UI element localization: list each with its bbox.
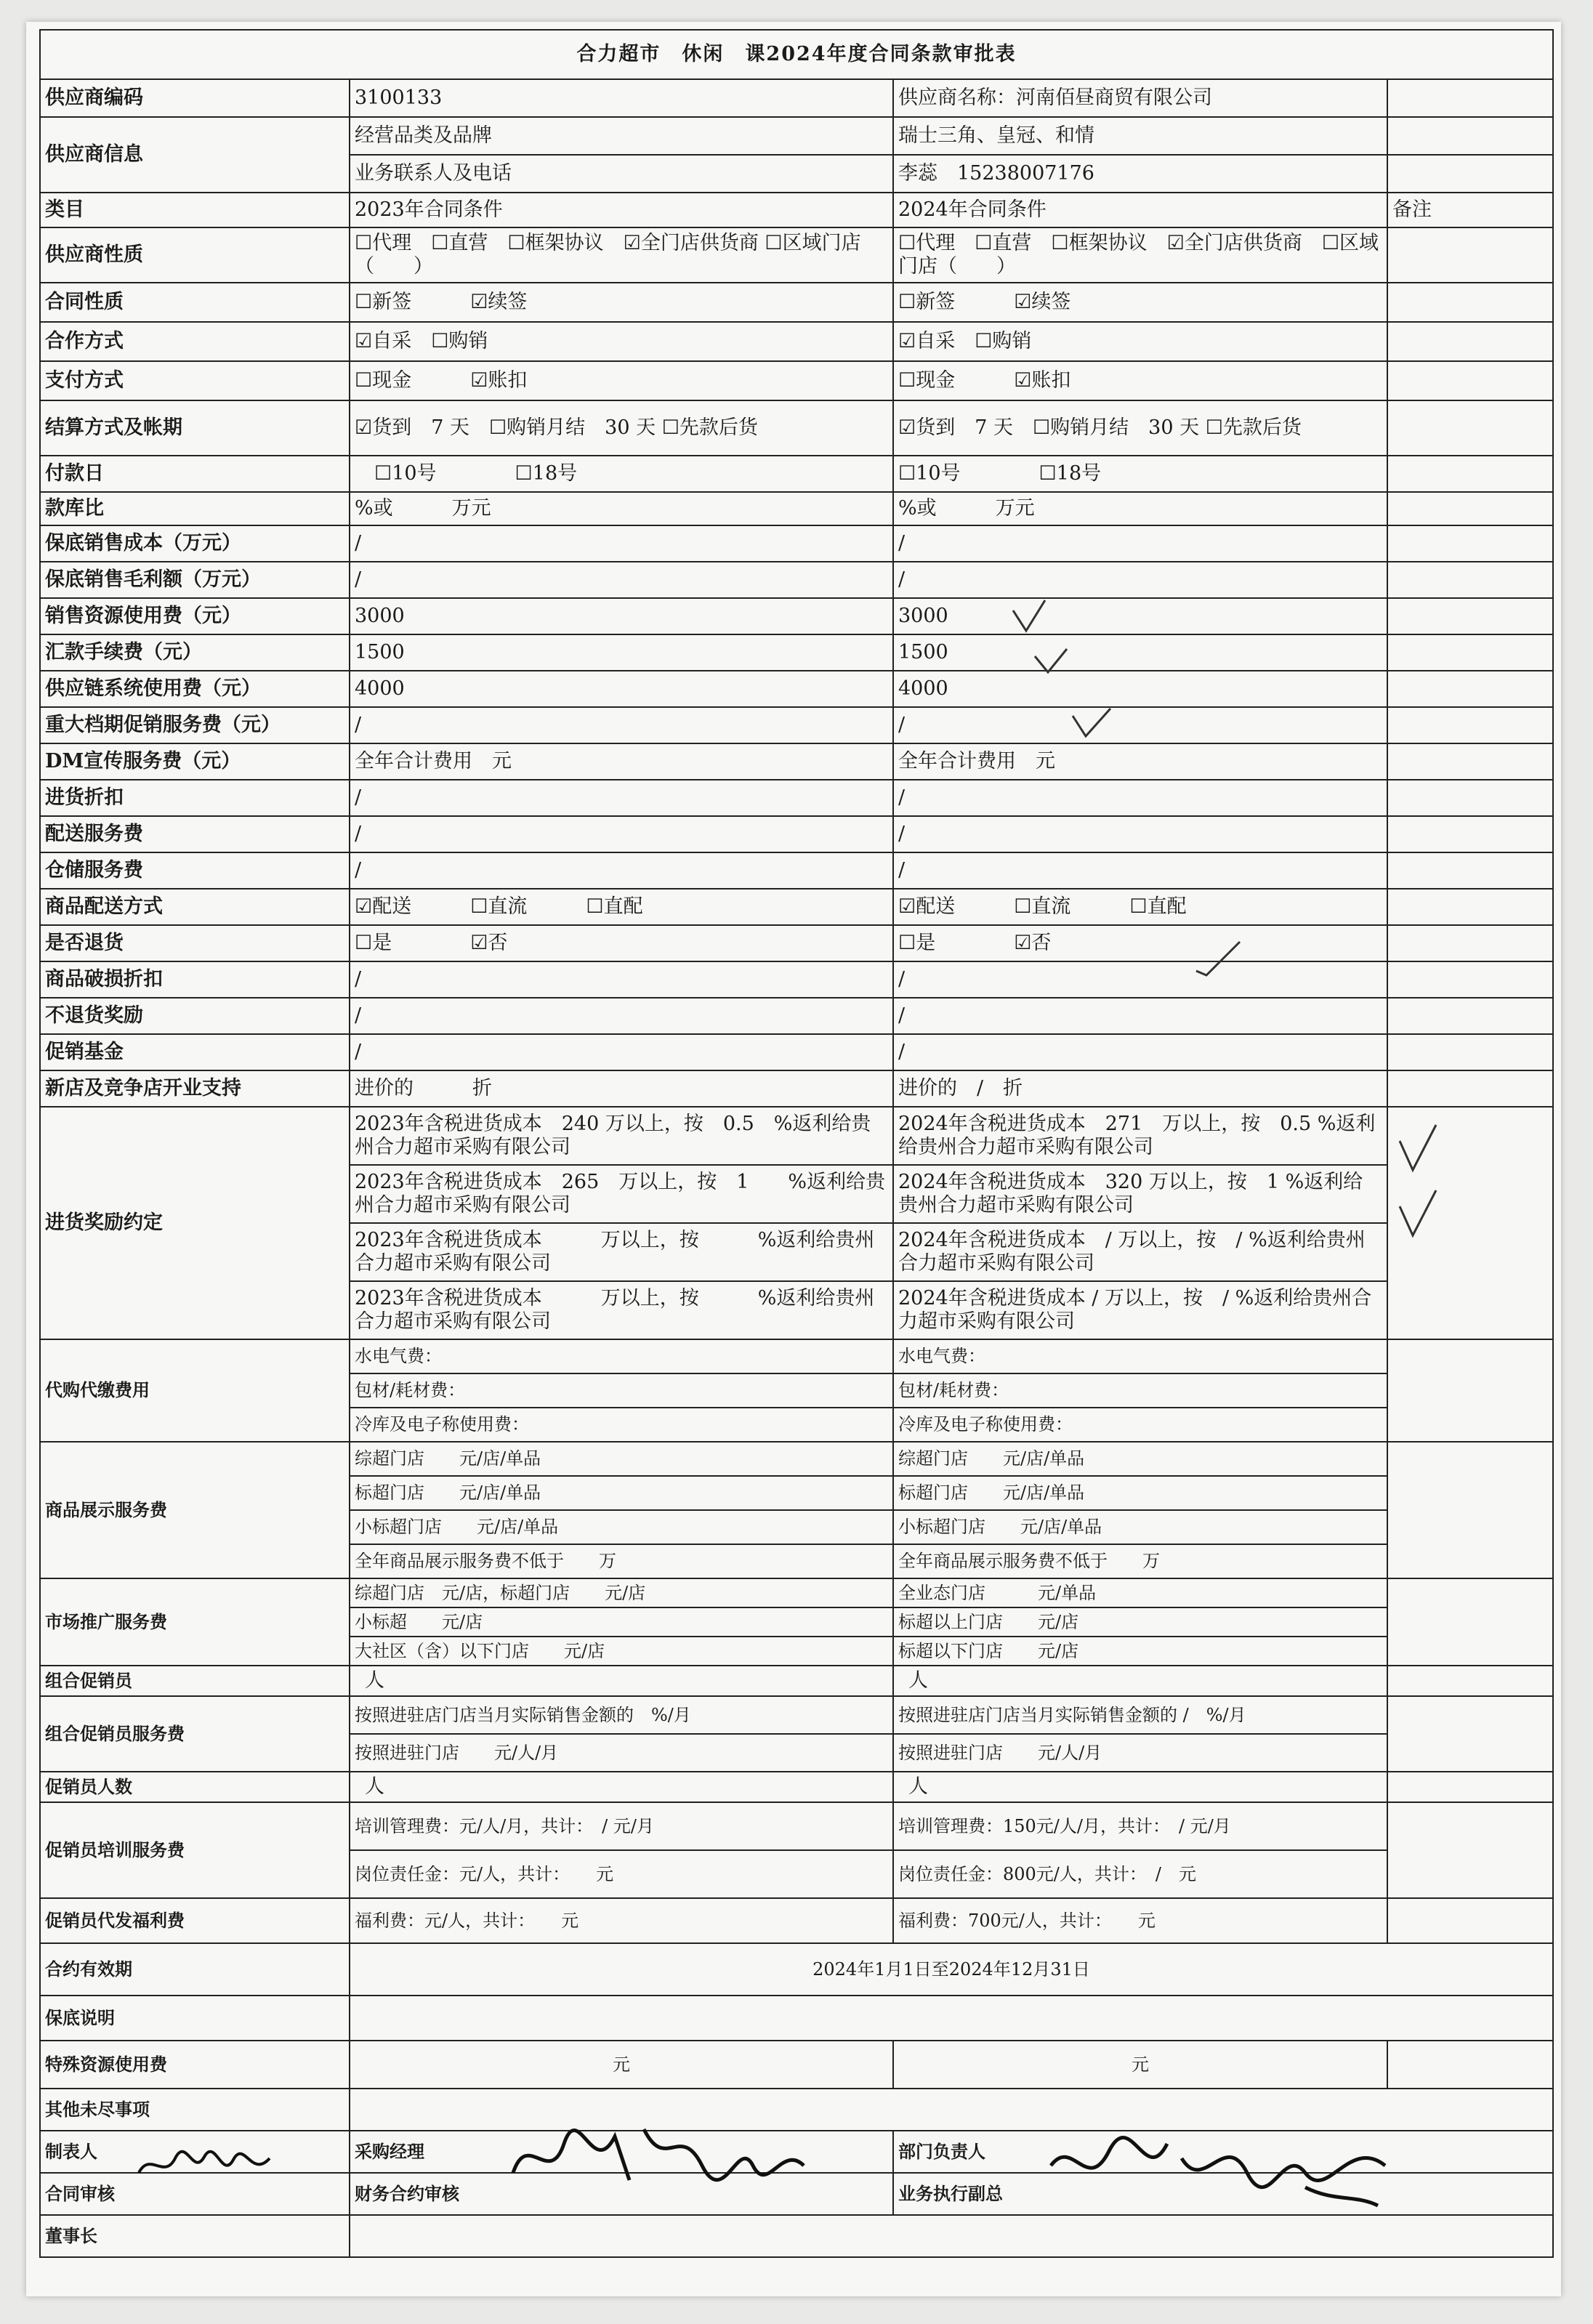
supplier-code-value: 3100133: [350, 79, 893, 117]
row-label: 新店及竞争店开业支持: [40, 1070, 350, 1107]
display-2023-line: 综超门店 元/店/单品: [350, 1442, 893, 1476]
market-2023-line: 大社区（含）以下门店 元/店: [350, 1637, 893, 1666]
exec-vp-label: 业务执行副总: [893, 2173, 1553, 2215]
remarks-cell: [1387, 1696, 1553, 1772]
proxy-2024-line: 冷库及电子称使用费：: [893, 1408, 1387, 1442]
promoter-count-2023: 人: [350, 1772, 893, 1802]
combo-fee-2024-line: 按照进驻门店 元/人/月: [893, 1734, 1387, 1772]
reward-2023-line: 2023年含税进货成本 240 万以上，按 0.5 %返利给贵州合力超市采购有限公司: [350, 1107, 893, 1165]
remarks-cell: [1387, 743, 1553, 780]
row-2024: 4000: [893, 671, 1387, 707]
welfare-2024: 福利费：700元/人，共计： 元: [893, 1898, 1387, 1943]
remarks-cell: [1387, 961, 1553, 998]
row-2023: 3000: [350, 598, 893, 634]
combo-promoter-2024: 人: [893, 1666, 1387, 1696]
reward-2023-line: 2023年含税进货成本 万以上，按 %返利给贵州合力超市采购有限公司: [350, 1223, 893, 1281]
market-2023-line: 综超门店 元/店，标超门店 元/店: [350, 1578, 893, 1607]
finance-review-label: 财务合约审核: [350, 2173, 893, 2215]
special-fee-2024: 元: [893, 2041, 1387, 2089]
row-2024: 进价的 / 折: [893, 1070, 1387, 1107]
reward-2024-line: 2024年含税进货成本 271 万以上，按 0.5 %返利给贵州合力超市采购有限公司: [893, 1107, 1387, 1165]
remarks-cell: [1387, 456, 1553, 492]
row-2024: /: [893, 961, 1387, 998]
row-2023: /: [350, 525, 893, 562]
row-label: 合同性质: [40, 283, 350, 322]
market-2023-line: 小标超 元/店: [350, 1607, 893, 1637]
row-2024: ☑配送 ☐直流 ☐直配: [893, 889, 1387, 925]
row-label: 仓储服务费: [40, 852, 350, 889]
row-label: 不退货奖励: [40, 998, 350, 1034]
combo-fee-2023-line: 按照进驻店门店当月实际销售金额的 %/月: [350, 1696, 893, 1734]
form-title: 合力超市 休闲 课2024年度合同条款审批表: [40, 30, 1553, 79]
remarks-cell: [1387, 361, 1553, 400]
remarks-cell: [1387, 852, 1553, 889]
row-label: 款库比: [40, 492, 350, 525]
other-label: 其他未尽事项: [40, 2089, 350, 2131]
training-2023-line: 培训管理费：元/人/月，共计： / 元/月: [350, 1802, 893, 1850]
row-2024: /: [893, 852, 1387, 889]
proxy-2023-line: 包材/耗材费：: [350, 1373, 893, 1408]
reward-2023-line: 2023年含税进货成本 265 万以上，按 1 %返利给贵州合力超市采购有限公司: [350, 1165, 893, 1223]
remarks-cell: [1387, 562, 1553, 598]
row-label: 配送服务费: [40, 816, 350, 852]
supplier-name-cell: 供应商名称：河南佰昼商贸有限公司: [893, 79, 1387, 117]
row-2023: ☐新签 ☑续签: [350, 283, 893, 322]
remarks-cell: [1387, 1666, 1553, 1696]
row-label: 促销基金: [40, 1034, 350, 1070]
remarks-cell: [1387, 598, 1553, 634]
guarantee-label: 保底说明: [40, 1996, 350, 2041]
year-2024-header: 2024年合同条件: [893, 193, 1387, 227]
category-brand-label: 经营品类及品牌: [350, 117, 893, 155]
remarks-cell: [1387, 998, 1553, 1034]
special-fee-label: 特殊资源使用费: [40, 2041, 350, 2089]
special-fee-2023: 元: [350, 2041, 893, 2089]
row-label: 保底销售成本（万元）: [40, 525, 350, 562]
remarks-cell: [1387, 1442, 1553, 1578]
remarks-cell: [1387, 889, 1553, 925]
row-2023: ☐现金 ☑账扣: [350, 361, 893, 400]
row-2024: 3000: [893, 598, 1387, 634]
promoter-welfare-label: 促销员代发福利费: [40, 1898, 350, 1943]
row-2024: 1500: [893, 634, 1387, 671]
display-fees-label: 商品展示服务费: [40, 1442, 350, 1578]
row-label: 付款日: [40, 456, 350, 492]
combo-fee-2024-line: 按照进驻店门店当月实际销售金额的 / %/月: [893, 1696, 1387, 1734]
maker-label: 制表人: [40, 2131, 350, 2173]
remarks-cell: [1387, 1578, 1553, 1666]
row-label: 汇款手续费（元）: [40, 634, 350, 671]
reward-2024-line: 2024年含税进货成本 / 万以上，按 / %返利给贵州合力超市采购有限公司: [893, 1281, 1387, 1339]
row-label: 合作方式: [40, 322, 350, 361]
document-page: [26, 22, 1561, 2296]
display-2024-line: 综超门店 元/店/单品: [893, 1442, 1387, 1476]
welfare-2023: 福利费：元/人，共计： 元: [350, 1898, 893, 1943]
remarks-cell: [1387, 780, 1553, 816]
contact-value: 李蕊 15238007176: [893, 155, 1387, 193]
row-2023: 1500: [350, 634, 893, 671]
display-2024-line: 全年商品展示服务费不低于 万: [893, 1544, 1387, 1578]
market-fees-label: 市场推广服务费: [40, 1578, 350, 1666]
market-2024-line: 标超以上门店 元/店: [893, 1607, 1387, 1637]
row-2023: /: [350, 780, 893, 816]
remarks-header: 备注: [1387, 193, 1553, 227]
reward-2024-line: 2024年含税进货成本 320 万以上，按 1 %返利给贵州合力超市采购有限公司: [893, 1165, 1387, 1223]
row-2024: %或 万元: [893, 492, 1387, 525]
promoter-count-label: 促销员人数: [40, 1772, 350, 1802]
purchase-manager-label: 采购经理: [350, 2131, 893, 2173]
type-label: 类目: [40, 193, 350, 227]
row-2023: 全年合计费用 元: [350, 743, 893, 780]
display-2023-line: 全年商品展示服务费不低于 万: [350, 1544, 893, 1578]
training-2024-line: 岗位责任金：800元/人，共计： / 元: [893, 1850, 1387, 1898]
row-2023: ☐是 ☑否: [350, 925, 893, 961]
row-2023: ☐代理 ☐直营 ☐框架协议 ☑全门店供货商 ☐区域门店（ ）: [350, 227, 893, 283]
row-2024: /: [893, 525, 1387, 562]
market-2024-line: 标超以下门店 元/店: [893, 1637, 1387, 1666]
training-2024-line: 培训管理费：150元/人/月，共计： / 元/月: [893, 1802, 1387, 1850]
row-2023: /: [350, 562, 893, 598]
contract-review-label: 合同审核: [40, 2173, 350, 2215]
guarantee-value: [350, 1996, 1553, 2041]
row-2024: 全年合计费用 元: [893, 743, 1387, 780]
remarks-cell: [1387, 2041, 1553, 2089]
proxy-2023-line: 水电气费：: [350, 1339, 893, 1373]
remarks-cell: [1387, 1070, 1553, 1107]
combo-fee-2023-line: 按照进驻门店 元/人/月: [350, 1734, 893, 1772]
other-value: [350, 2089, 1553, 2131]
display-2024-line: 标超门店 元/店/单品: [893, 1476, 1387, 1510]
row-label: DM宣传服务费（元）: [40, 743, 350, 780]
row-2023: %或 万元: [350, 492, 893, 525]
proxy-2024-line: 水电气费：: [893, 1339, 1387, 1373]
purchase-rewards-label: 进货奖励约定: [40, 1107, 350, 1339]
supplier-info-label: 供应商信息: [40, 117, 350, 193]
remarks-cell: [1387, 1107, 1553, 1339]
promoter-count-2024: 人: [893, 1772, 1387, 1802]
remarks-cell: [1387, 1034, 1553, 1070]
row-2024: /: [893, 707, 1387, 743]
combo-promoter-2023: 人: [350, 1666, 893, 1696]
chairman-label: 董事长: [40, 2215, 350, 2257]
promoter-training-label: 促销员培训服务费: [40, 1802, 350, 1898]
market-2024-line: 全业态门店 元/单品: [893, 1578, 1387, 1607]
remarks-cell: [1387, 400, 1553, 456]
remarks-cell: [1387, 634, 1553, 671]
row-2024: /: [893, 1034, 1387, 1070]
contact-label: 业务联系人及电话: [350, 155, 893, 193]
reward-2024-line: 2024年含税进货成本 / 万以上，按 / %返利给贵州合力超市采购有限公司: [893, 1223, 1387, 1281]
remarks-cell: [1387, 707, 1553, 743]
row-2024: ☑货到 7 天 ☐购销月结 30 天 ☐先款后货: [893, 400, 1387, 456]
row-2024: /: [893, 816, 1387, 852]
approval-form-table: [39, 29, 1554, 2258]
chairman-value: [350, 2215, 1553, 2257]
display-2024-line: 小标超门店 元/店/单品: [893, 1510, 1387, 1544]
row-label: 商品配送方式: [40, 889, 350, 925]
row-2023: /: [350, 852, 893, 889]
row-label: 重大档期促销服务费（元）: [40, 707, 350, 743]
row-2024: ☐10号 ☐18号: [893, 456, 1387, 492]
validity-label: 合约有效期: [40, 1943, 350, 1996]
remarks-cell: [1387, 492, 1553, 525]
supplier-code-label: 供应商编码: [40, 79, 350, 117]
combo-promoter-fee-label: 组合促销员服务费: [40, 1696, 350, 1772]
display-2023-line: 小标超门店 元/店/单品: [350, 1510, 893, 1544]
remarks-cell: [1387, 155, 1553, 193]
row-label: 支付方式: [40, 361, 350, 400]
row-2024: ☑自采 ☐购销: [893, 322, 1387, 361]
row-label: 进货折扣: [40, 780, 350, 816]
remarks-cell: [1387, 322, 1553, 361]
row-2023: /: [350, 998, 893, 1034]
remarks-cell: [1387, 925, 1553, 961]
remarks-cell: [1387, 1772, 1553, 1802]
row-2024: ☐是 ☑否: [893, 925, 1387, 961]
row-label: 保底销售毛利额（万元）: [40, 562, 350, 598]
row-label: 结算方式及帐期: [40, 400, 350, 456]
row-2024: /: [893, 998, 1387, 1034]
row-label: 是否退货: [40, 925, 350, 961]
proxy-fees-label: 代购代缴费用: [40, 1339, 350, 1442]
row-label: 供应商性质: [40, 227, 350, 283]
remarks-cell: [1387, 525, 1553, 562]
display-2023-line: 标超门店 元/店/单品: [350, 1476, 893, 1510]
row-label: 销售资源使用费（元）: [40, 598, 350, 634]
combo-promoter-label: 组合促销员: [40, 1666, 350, 1696]
row-2024: ☐现金 ☑账扣: [893, 361, 1387, 400]
remarks-cell: [1387, 79, 1553, 117]
row-2023: 进价的 折: [350, 1070, 893, 1107]
remarks-cell: [1387, 1898, 1553, 1943]
row-2024: /: [893, 780, 1387, 816]
row-2023: ☑配送 ☐直流 ☐直配: [350, 889, 893, 925]
row-2024: ☐代理 ☐直营 ☐框架协议 ☑全门店供货商 ☐区域门店（ ）: [893, 227, 1387, 283]
row-2023: /: [350, 961, 893, 998]
row-2023: /: [350, 816, 893, 852]
remarks-cell: [1387, 671, 1553, 707]
proxy-2024-line: 包材/耗材费：: [893, 1373, 1387, 1408]
validity-value: 2024年1月1日至2024年12月31日: [350, 1943, 1553, 1996]
training-2023-line: 岗位责任金：元/人，共计： 元: [350, 1850, 893, 1898]
row-label: 供应链系统使用费（元）: [40, 671, 350, 707]
year-2023-header: 2023年合同条件: [350, 193, 893, 227]
row-2024: ☐新签 ☑续签: [893, 283, 1387, 322]
remarks-cell: [1387, 283, 1553, 322]
category-brand-value: 瑞士三角、皇冠、和情: [893, 117, 1387, 155]
reward-2023-line: 2023年含税进货成本 万以上，按 %返利给贵州合力超市采购有限公司: [350, 1281, 893, 1339]
row-2023: ☑货到 7 天 ☐购销月结 30 天 ☐先款后货: [350, 400, 893, 456]
proxy-2023-line: 冷库及电子称使用费：: [350, 1408, 893, 1442]
remarks-cell: [1387, 1802, 1553, 1898]
remarks-cell: [1387, 1339, 1553, 1442]
dept-head-label: 部门负责人: [893, 2131, 1553, 2173]
remarks-cell: [1387, 816, 1553, 852]
row-2023: /: [350, 707, 893, 743]
remarks-cell: [1387, 117, 1553, 155]
row-2024: /: [893, 562, 1387, 598]
row-2023: 4000: [350, 671, 893, 707]
row-2023: ☑自采 ☐购销: [350, 322, 893, 361]
row-label: 商品破损折扣: [40, 961, 350, 998]
remarks-cell: [1387, 227, 1553, 283]
row-2023: ☐10号 ☐18号: [350, 456, 893, 492]
row-2023: /: [350, 1034, 893, 1070]
